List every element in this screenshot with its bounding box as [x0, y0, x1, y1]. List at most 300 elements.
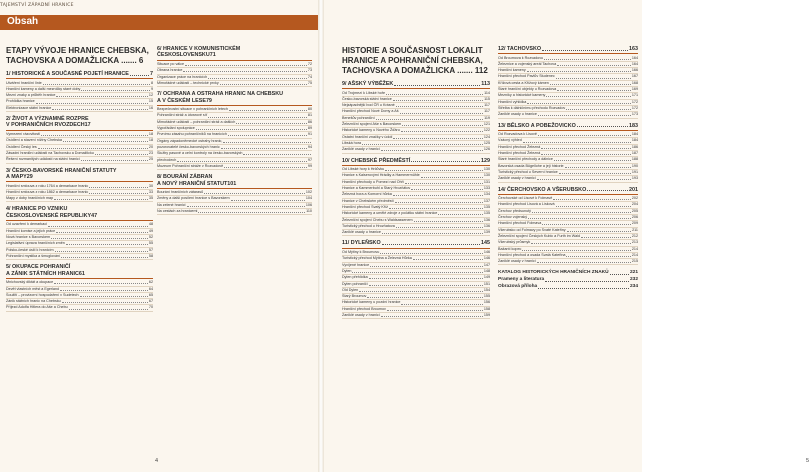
section-heading-line2-page: 29	[26, 173, 33, 180]
toc-entry-label: Hraniční přechod Nové Domy a Aš	[342, 109, 399, 114]
toc-entry-label: Křížová cesta a Křížový kámen	[498, 80, 549, 85]
toc-entry-label: Prohlídka hranice	[6, 99, 35, 104]
toc-entry-leader	[381, 316, 483, 317]
toc-entry[interactable]	[498, 259, 638, 265]
toc-entry-leader	[359, 291, 483, 292]
section-heading-label: 12/ TACHOVSKO	[498, 46, 542, 52]
toc-entry-page: 164	[631, 61, 638, 66]
section-heading-line2[interactable]	[157, 52, 312, 58]
toc-entry-label: Mimořádné události – technické prvky	[157, 80, 219, 85]
toc-entry-page: 173	[631, 112, 638, 117]
section-rule	[6, 220, 153, 221]
section-heading-page: 183	[629, 122, 638, 129]
toc-entry-page: 136	[483, 217, 490, 222]
toc-entry-leader	[393, 100, 483, 101]
section-rule	[157, 188, 312, 189]
toc-entry-page: 18	[148, 138, 153, 143]
toc-entry-page: 8	[150, 80, 153, 85]
toc-entry-leader	[401, 304, 482, 305]
toc-entry-label: Bourání hraničních zátarasů	[157, 190, 204, 195]
toc-entry-leader	[54, 283, 148, 284]
toc-entry-label: Zaniklé osady v hranici	[342, 147, 380, 152]
toc-entry-label: Hraniční kameny	[498, 68, 526, 73]
toc-entry-leader	[538, 115, 631, 116]
toc-entry-label: Historické kameny u pozdní hranice	[342, 300, 401, 305]
toc-entry-label: Situace po válce	[157, 62, 185, 66]
toc-entry-label: Hranice v Chebském předměstí	[342, 198, 394, 203]
toc-appendix-entry-page: 234	[629, 284, 638, 290]
toc-entry-page: 187	[631, 151, 638, 156]
section-heading-leader	[577, 126, 628, 127]
section-heading-line2-label: V POHRANIČNÍCH RVOZDECH	[6, 122, 85, 129]
toc-entry-page: 16	[148, 105, 153, 110]
toc-entry-label: Hraniční kameny a další mezníčky staré doby	[6, 86, 81, 91]
toc-entry-leader	[229, 110, 307, 111]
toc-entry-label: Dylen pohraničí	[342, 281, 368, 286]
toc-entry-page: 102	[305, 190, 312, 195]
section-heading-text: 2/ ŽIVOT A VÝZNAMNÉ ROZPRE	[6, 116, 89, 123]
toc-entry-label: Orgány západoněmecké ostrahy hranic,	[157, 138, 223, 143]
section-heading-text: 4/ HRANICE PO VZNIKU	[6, 206, 68, 213]
toc-entry[interactable]	[6, 254, 153, 260]
toc-entry-page: 184	[631, 138, 638, 143]
toc-appendix-entry-page: 232	[629, 277, 638, 283]
toc-entry-label: Bezpečnostní situace v pohraničních letech	[157, 107, 228, 112]
toc-entry-page: 135	[483, 204, 490, 209]
section-heading-line2[interactable]	[157, 181, 312, 187]
toc-entry-label: Od Mýtiny k Broumovu	[342, 250, 380, 255]
toc-entry-page: 155	[483, 294, 490, 299]
toc-entry-page: 15	[148, 99, 153, 104]
toc-entry-leader	[550, 84, 631, 85]
section-heading-line2-page: 101	[227, 180, 237, 187]
toc-entry-label: Vyvíjené hranice	[342, 262, 370, 267]
toc-section	[157, 174, 312, 215]
toc-entry-label: Čerchov vojenský	[498, 215, 528, 220]
section-heading-line2-page: 71	[209, 52, 216, 59]
toc-entry-label: Benešův pohraniční	[342, 115, 375, 120]
toc-entry[interactable]	[498, 176, 638, 182]
toc-entry-label: Hraniční přechod Lisová a Lísková	[498, 202, 555, 207]
toc-section	[342, 240, 490, 319]
part-2-page: 112	[474, 66, 488, 75]
section-rule	[498, 194, 638, 195]
toc-entry-page: 110	[306, 209, 312, 214]
toc-entry-label: Všerubsko od Folmavy po Svaté Kateřiny	[498, 227, 566, 232]
toc-entry-leader	[542, 224, 631, 225]
section-heading[interactable]	[342, 240, 490, 246]
toc-appendix-entry-leader	[545, 281, 629, 282]
toc-entry-leader	[369, 278, 483, 279]
toc-entry-page: 188	[631, 157, 638, 162]
section-heading-label: 13/ BĚLSKO A POBEŽOVICKO	[498, 122, 576, 129]
toc-entry-label: Bažantí kopec	[498, 246, 522, 251]
toc-entry-page: 133	[483, 186, 490, 191]
toc-appendix-entry[interactable]	[498, 269, 638, 276]
toc-entry[interactable]	[157, 81, 312, 87]
section-heading-text: 3/ ČESKO-BAVORSKÉ HRANIČNÍ STATUTY	[6, 167, 117, 174]
section-rule	[342, 248, 490, 249]
toc-entry-label: Střelba k dálničnímu přechodu Rozvadov	[498, 105, 566, 110]
toc-entry-label: Pohraniční mystika a šmuglování	[6, 253, 61, 258]
section-rule	[498, 130, 638, 131]
toc-section	[342, 158, 490, 237]
toc-entry-leader	[414, 221, 483, 222]
toc-entry-leader	[528, 218, 631, 219]
toc-entry-page: 171	[631, 93, 638, 98]
toc-entry-page: 186	[631, 144, 638, 149]
section-heading-leader	[411, 161, 480, 162]
toc-entry-page: 81	[307, 113, 312, 118]
section-heading-line2-page: 79	[205, 97, 212, 104]
toc-entry[interactable]	[157, 164, 312, 170]
section-heading-line2-label: ČESKOSLOVENSKÉ REPUBLIKY	[6, 212, 92, 219]
toc-entry-page: 86	[307, 119, 312, 124]
toc-entry-page: 106	[305, 202, 312, 207]
toc-entry-label: Vymezení rázovitosti	[6, 132, 40, 137]
toc-entry[interactable]	[6, 196, 153, 202]
toc-entry-leader	[56, 96, 147, 97]
toc-entry-page: 166	[631, 68, 638, 73]
toc-entry-label: Čerchovské od Lisové k Folmavě	[498, 196, 553, 201]
section-rule	[6, 78, 153, 79]
toc-entry-label: Zásadní hraniční události na Tachovsku a Domažlicku	[6, 150, 94, 155]
toc-entry-page: 70	[148, 305, 153, 310]
toc-entry-page: 169	[631, 87, 638, 92]
toc-entry-leader	[413, 259, 483, 260]
part-1-title[interactable]: ETAPY VÝVOJE HRANICE CHEBSKA, TACHOVSKA A DOMAŽLICKA ....... 6	[6, 46, 149, 65]
section-heading-text: 7/ OCHRANA A OSTRAHA HRANIC NA CHEBSKU	[157, 91, 283, 98]
section-rule	[157, 60, 312, 61]
section-heading-leader	[542, 50, 628, 51]
toc-section	[6, 264, 153, 311]
toc-entry-leader	[89, 193, 148, 194]
toc-entry-page: 149	[483, 275, 490, 280]
toc-entry-page: 214	[631, 246, 638, 251]
toc-entry-leader	[389, 208, 483, 209]
toc-appendix-entry-page: 221	[629, 270, 638, 276]
toc-entry-label: Turistický přechod Mýtina a Železná Hůrka	[342, 256, 412, 261]
toc-entry-page: 65	[148, 292, 153, 297]
toc-entry-leader	[81, 160, 148, 161]
toc-entry-page: 48	[148, 222, 153, 227]
toc-entry-leader	[187, 206, 305, 207]
toc-entry-label: Hraniční vyhlídka	[498, 99, 527, 104]
toc-entry-page: 97	[307, 157, 312, 162]
toc-entry-label: Ostatní hraniční značky v údolí	[342, 134, 393, 139]
toc-entry-page: 80	[307, 107, 312, 112]
toc-entry-leader	[228, 135, 307, 136]
toc-entry-leader	[523, 142, 631, 143]
toc-entry-label: Železniční spojení Chebu s Waldsassenem	[342, 217, 413, 222]
toc-entry-leader	[393, 138, 482, 139]
toc-entry-label: pozorovatelé česko-bavorských hranic	[157, 144, 220, 149]
toc-entry-leader	[66, 244, 148, 245]
toc-entry-label: Starý Broumov	[342, 294, 367, 299]
toc-entry-leader	[546, 96, 631, 97]
toc-entry[interactable]	[6, 305, 153, 311]
toc-entry-label: Od Trojmezí k Libské hoře	[342, 90, 386, 95]
section-heading-page: 113	[481, 81, 490, 87]
section-heading[interactable]	[342, 158, 490, 164]
toc-entry-label: Turistický přechod u Hrozňatova	[342, 223, 395, 228]
toc-entry-page: 89	[307, 126, 312, 131]
toc-entry[interactable]	[6, 157, 153, 163]
toc-entry-label: Mapy z doby hraničních map	[6, 196, 54, 201]
part-2-title[interactable]: HISTORIE A SOUČASNOST LOKALIT HRANICE A POHRANIČNÍ CHEBSKA, TACHOVSKA A DOMAŽLICKA ....... 112	[342, 46, 488, 75]
toc-appendix-entry-leader	[610, 274, 629, 275]
section-heading-line2[interactable]	[6, 174, 153, 180]
toc-entry-leader	[556, 206, 631, 207]
toc-entry-leader	[566, 109, 631, 110]
toc-entry-leader	[51, 238, 148, 239]
toc-entry-page: 146	[483, 250, 490, 255]
toc-entry-leader	[81, 90, 150, 91]
toc-entry-label: Na zelené hranici	[157, 202, 186, 207]
page-number-left: 4	[155, 458, 159, 464]
right-page	[324, 0, 809, 472]
toc-entry-page: 202	[631, 196, 638, 201]
section-heading[interactable]	[6, 71, 153, 77]
toc-entry-leader	[400, 113, 484, 114]
section-heading-line2[interactable]	[6, 122, 153, 128]
toc-entry[interactable]	[6, 106, 153, 112]
toc-entry-label: Železná hora a Komorní hůrka	[342, 192, 392, 197]
toc-entry-leader	[185, 65, 307, 66]
toc-entry-label: Železniční spojení Aše s Bavorskem	[342, 122, 402, 127]
toc-entry-page: 23	[148, 150, 153, 155]
toc-entry-label: Od Broumova k Rozvadovu	[498, 55, 544, 60]
part-1-page: 6	[138, 56, 144, 65]
section-title: Obsah	[7, 16, 39, 27]
toc-entry-page: 137	[483, 198, 490, 203]
toc-entry-page: 67	[148, 299, 153, 304]
toc-entry-label: Hraniční smlouva z roku 1764 a demarkace hranic	[6, 183, 89, 188]
toc-entry-leader	[231, 200, 305, 201]
toc-entry-page: 172	[631, 99, 638, 104]
toc-entry-leader	[559, 173, 631, 174]
toc-entry-leader	[380, 253, 483, 254]
toc-entry-leader	[554, 160, 631, 161]
section-heading-text: 5/ OKUPACE POHRANIČÍ	[6, 264, 71, 271]
toc-entry-label: Česko-bavorská státní hranice	[342, 96, 392, 101]
toc-entry-label: Hraniční přechod Železná	[498, 144, 541, 149]
toc-entry-label: Hraniční přechody u Pomezí nad Ohří	[342, 179, 404, 184]
toc-entry-page: 99	[307, 163, 312, 168]
toc-entry-leader	[381, 150, 483, 151]
toc-entry-leader	[367, 297, 482, 298]
toc-entry-leader	[63, 141, 148, 142]
toc-entry-page: 115	[484, 96, 490, 101]
section-heading-line2[interactable]	[6, 271, 153, 277]
toc-entry-page: 168	[631, 80, 638, 85]
toc-entry-label: Dylen přehlídka	[342, 275, 368, 280]
toc-section	[6, 71, 153, 112]
toc-entry-label: Muzeum Pohraniční stráže v Rozvadově	[157, 163, 224, 168]
toc-entry-label: Železniční spojení Českých Kubic a Furth im Wald	[498, 233, 581, 238]
toc-entry-page: 20	[148, 144, 153, 149]
toc-entry-leader	[89, 187, 148, 188]
toc-entry[interactable]	[342, 147, 490, 153]
toc-entry-label: Soužití – provizorní hospodaření v Sudetech	[6, 292, 79, 297]
toc-entry-label: Mezníky a historické kameny	[498, 93, 546, 98]
toc-entry-leader	[566, 256, 630, 257]
toc-entry-leader	[48, 226, 148, 227]
section-band	[0, 15, 318, 30]
toc-entry-label: Zaniklé osady v hranici	[498, 259, 536, 264]
toc-entry-label: Devět vlastních měst a Egerland	[6, 286, 60, 291]
toc-entry-leader	[61, 257, 148, 258]
toc-entry-label: Dylen	[342, 268, 352, 273]
toc-entry-leader	[55, 251, 148, 252]
toc-entry-label: Od uzavření k demarkaci	[6, 222, 47, 227]
toc-entry-leader	[532, 212, 631, 213]
toc-entry-leader	[567, 231, 631, 232]
toc-entry-leader	[557, 65, 631, 66]
toc-entry-page: 215	[631, 259, 638, 264]
section-heading-line2-page: 17	[84, 122, 91, 129]
section-heading-page: 163	[629, 46, 638, 52]
toc-entry-leader	[69, 309, 148, 310]
toc-column-2	[157, 46, 312, 219]
toc-entry-label: Historické kameny u Nového Žďáru	[342, 128, 400, 133]
toc-entry[interactable]	[498, 112, 638, 118]
section-heading[interactable]	[498, 123, 638, 129]
toc-entry-page: 64	[148, 286, 153, 291]
toc-entry-page: 212	[631, 233, 638, 238]
toc-entry-page: 117	[484, 103, 490, 108]
toc-entry-leader	[196, 129, 307, 130]
section-heading[interactable]	[498, 187, 638, 193]
toc-section	[498, 123, 638, 183]
toc-entry-page: 122	[483, 128, 490, 133]
toc-entry-label: Zaniklé osady v hranici	[342, 312, 380, 317]
toc-entry-page: 206	[631, 215, 638, 220]
toc-entry-label: Na cestách za hranicemi	[157, 209, 198, 214]
toc-entry-label: Nová hranice s Bavorskem	[6, 235, 51, 240]
section-heading-label: 14/ ČERCHOVSKO A VŠERUBSKO	[498, 186, 587, 193]
page-number-right: 5	[806, 458, 809, 464]
toc-entry-leader	[544, 59, 631, 60]
toc-entry-page: 184	[631, 132, 638, 137]
toc-entry-label: Změny a další posílení hranice s Bavorskem	[157, 196, 230, 201]
toc-entry-page: 30	[148, 183, 153, 188]
toc-entry-leader	[56, 232, 148, 233]
toc-entry-label: Legislativní úprava hraničních změn	[6, 241, 65, 246]
toc-entry-leader	[60, 290, 148, 291]
toc-entry-page: 119	[484, 115, 490, 120]
toc-entry-label: Hraniční smlouva z roku 1862 a demarkace hranic	[6, 189, 89, 194]
toc-appendix-entry-label: KATALOG HISTORICKÝCH HRANIČNÍCH ZNAKŮ	[498, 270, 609, 276]
toc-entry[interactable]	[342, 313, 490, 319]
section-heading[interactable]	[498, 46, 638, 52]
section-heading-line2-label: ČESKOSLOVENSKU	[157, 52, 210, 59]
toc-entry-leader	[557, 90, 631, 91]
toc-entry-label: Utváření hraniční linie	[6, 80, 42, 85]
toc-entry-page: 146	[483, 256, 490, 261]
toc-entry[interactable]	[157, 209, 312, 215]
toc-entry-leader	[538, 135, 631, 136]
toc-entry-label: Železnice a vojenský areál Tachova	[498, 61, 557, 66]
toc-entry-leader	[405, 183, 483, 184]
toc-entry-leader	[80, 296, 148, 297]
section-rule	[342, 165, 490, 166]
toc-section	[6, 116, 153, 163]
toc-entry-leader	[401, 131, 483, 132]
toc-entry-leader	[522, 250, 630, 251]
section-heading[interactable]	[342, 81, 490, 87]
toc-appendix-entry[interactable]	[498, 283, 638, 290]
toc-entry-leader	[220, 84, 307, 85]
toc-entry-page: 148	[483, 268, 490, 273]
toc-entry-leader	[438, 214, 483, 215]
section-heading-text: 6/ HRANICE V KOMUNISTICKÉM	[157, 46, 241, 52]
toc-entry-page: 147	[483, 262, 490, 267]
toc-entry-label: Osídlení Český les	[6, 144, 37, 149]
toc-entry[interactable]	[342, 230, 490, 236]
toc-entry-page: 18	[148, 132, 153, 137]
toc-entry-leader	[370, 266, 483, 267]
toc-entry-label: Hranice s Kaiserovými Hrádky a Hammermühle	[342, 173, 420, 178]
toc-entry-label: Zánik státních hranic na Chebsku	[6, 299, 61, 304]
toc-entry-page: 52	[148, 235, 153, 240]
section-heading-line2-label: A ZÁNIK STÁTNÍCH HRANIC	[6, 270, 79, 277]
section-heading-label: 10/ CHEBSKÉ PŘEDMĚSTÍ	[342, 157, 411, 164]
toc-appendix-entry[interactable]	[498, 276, 638, 283]
toc-entry-label: Hraniční komise a jejich práce	[6, 228, 56, 233]
toc-entry-label: Obrana hranice	[157, 68, 183, 73]
toc-entry-page: 58	[148, 253, 153, 258]
toc-entry-label: Zaniklé osady v hranici	[498, 176, 536, 181]
section-heading-line2-label: A MAPY	[6, 173, 27, 180]
toc-entry-leader	[38, 148, 148, 149]
toc-entry-label: Mezní znaky a průběh hranice	[6, 93, 56, 98]
section-rule	[342, 88, 490, 89]
section-heading-leader	[382, 244, 480, 245]
toc-entry-label: Prvnímu zásahu pohraničníků na hranicích	[157, 132, 227, 137]
section-heading-label: 9/ AŠSKÝ VÝBĚŽEK	[342, 81, 394, 87]
section-heading-line2[interactable]	[157, 98, 312, 104]
section-heading-page: 201	[629, 186, 638, 193]
toc-entry-page: 214	[631, 252, 638, 257]
toc-entry-page: 172	[631, 105, 638, 110]
toc-entry-page: 35	[148, 196, 153, 201]
toc-entry-page: 72	[307, 62, 312, 66]
section-heading-page: 7	[150, 71, 153, 77]
toc-entry-page: 154	[483, 287, 490, 292]
toc-entry-label: Staré hraniční objekty u Rozvadova	[498, 87, 557, 92]
toc-entry-label: Staré hraniční přechody a dálnice	[498, 157, 553, 162]
toc-column-1	[6, 46, 153, 316]
toc-entry-leader	[52, 109, 148, 110]
section-rule	[498, 53, 638, 54]
section-heading-line2[interactable]	[6, 213, 153, 219]
section-heading-page: 129	[481, 157, 490, 164]
toc-entry-leader	[396, 227, 483, 228]
toc-entry-page: 156	[483, 300, 490, 305]
section-heading-label: 1/ HISTORICKÉ A SOUČASNÉ POJETÍ HRANICE	[6, 71, 129, 77]
toc-entry-label: Řešení rozmanitých událostí na státní hranici	[6, 157, 80, 162]
toc-entry-page: 204	[631, 202, 638, 207]
toc-entry-page: 193	[631, 176, 638, 181]
section-heading-leader	[394, 85, 480, 86]
toc-entry-page: 57	[148, 247, 153, 252]
section-heading-text: 8/ BOURÁNÍ ZÁBRAN	[157, 174, 213, 181]
toc-entry-page: 114	[484, 90, 490, 95]
toc-entry-page: 139	[483, 230, 490, 235]
toc-entry-label: Od Rozvadova k Lisově	[498, 132, 537, 137]
toc-entry-label: Zaniklé osady u hranice	[342, 230, 381, 235]
